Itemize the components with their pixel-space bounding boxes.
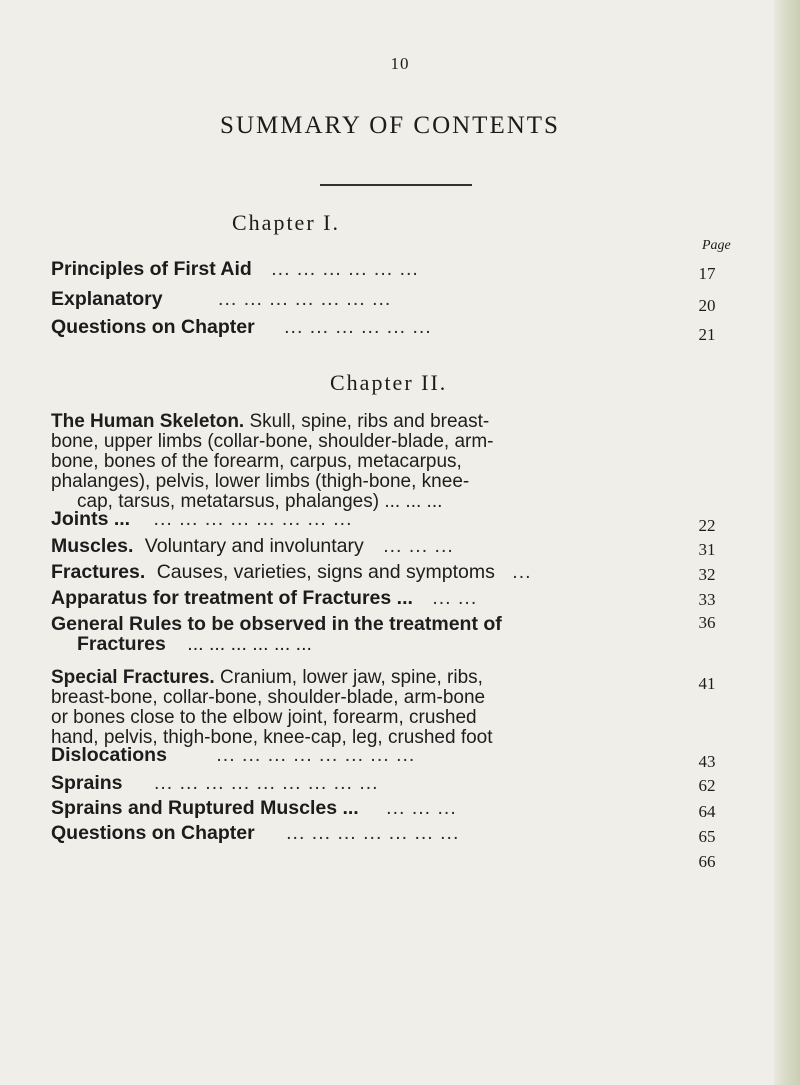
- toc-entry-label: Questions on Chapter: [51, 822, 255, 844]
- leader-dots: ... ...: [432, 587, 478, 609]
- toc-entry-label: Principles of First Aid: [51, 258, 252, 280]
- toc-entry-label: Fractures: [77, 634, 166, 654]
- toc-page-number: 62: [698, 776, 716, 795]
- toc-entry[interactable]: [51, 744, 701, 774]
- toc-entry-label: Dislocations: [51, 744, 167, 766]
- toc-page-number: 32: [698, 565, 716, 584]
- entry-description: hand, pelvis, thigh-bone, knee-cap, leg, crushed foot: [51, 728, 493, 748]
- toc-entry-special-fractures[interactable]: [51, 668, 696, 748]
- entry-description: Skull, spine, ribs and breast-: [249, 412, 490, 432]
- entry-description: breast-bone, collar-bone, shoulder-blade, arm-bone: [51, 688, 486, 708]
- leader-dots: ...: [512, 561, 532, 583]
- toc-page-number: 17: [698, 264, 716, 283]
- toc-page-number: 20: [698, 296, 716, 315]
- toc-entry[interactable]: [51, 508, 701, 538]
- leader-dots: ... ... ... ... ... ... ... ...: [216, 744, 416, 766]
- toc-page-number: 64: [698, 802, 716, 821]
- leader-dots: ... ... ...: [386, 797, 457, 819]
- toc-entry-label: Apparatus for treatment of Fractures ...: [51, 587, 413, 609]
- leader-dots: ... ... ... ... ... ...: [284, 316, 432, 338]
- page-edge: [774, 0, 800, 1085]
- leader-dots: ... ... ...: [383, 535, 454, 557]
- toc-page-number: 43: [698, 752, 716, 771]
- toc-entry-skeleton[interactable]: [51, 412, 696, 512]
- entry-description: bone, bones of the forearm, carpus, metacarpus,: [51, 452, 462, 472]
- page-title: SUMMARY OF CONTENTS: [220, 112, 560, 139]
- title-divider: [320, 184, 472, 186]
- chapter-1-heading: Chapter I.: [232, 210, 340, 235]
- toc-page-number: 31: [698, 540, 716, 559]
- toc-entry-label: Joints ...: [51, 508, 131, 530]
- toc-page-number: 33: [698, 590, 716, 609]
- toc-page-number: 21: [698, 325, 716, 344]
- entry-description: cap, tarsus, metatarsus, phalanges) ... ... ...: [77, 492, 443, 512]
- toc-entry[interactable]: [51, 587, 701, 617]
- chapter-2-heading: Chapter II.: [330, 370, 448, 395]
- toc-entry-label: General Rules to be observed in the treatment of: [51, 614, 502, 634]
- toc-page-number: 65: [698, 827, 716, 846]
- toc-page-number: 36: [698, 613, 716, 632]
- leader-dots: ... ... ... ... ... ... ... ...: [153, 508, 353, 530]
- toc-entry-label: Sprains: [51, 772, 123, 794]
- toc-entry-label: Sprains and Ruptured Muscles ...: [51, 797, 359, 819]
- toc-entry-label: Fractures.: [51, 561, 146, 583]
- toc-entry-label: Muscles.: [51, 535, 134, 557]
- page-column-label: Page: [702, 238, 731, 253]
- leader-dots: ... ... ... ... ... ...: [271, 258, 419, 280]
- entry-description: bone, upper limbs (collar-bone, shoulder-blade, arm-: [51, 432, 494, 452]
- leader-dots: ... ... ... ... ... ... ... ... ...: [153, 772, 379, 794]
- toc-entry[interactable]: [51, 822, 701, 852]
- toc-entry-general-rules[interactable]: [51, 614, 696, 654]
- toc-entry[interactable]: [51, 288, 701, 318]
- toc-entry-label: Special Fractures.: [51, 668, 215, 688]
- entry-description: Causes, varieties, signs and symptoms: [156, 561, 495, 583]
- toc-page-number: 22: [698, 516, 716, 535]
- page-number: 10: [390, 54, 410, 73]
- toc-entry[interactable]: [51, 258, 701, 288]
- entry-description: phalanges), pelvis, lower limbs (thigh-bone, knee-: [51, 472, 470, 492]
- entry-description: Voluntary and involuntary: [144, 535, 364, 557]
- toc-page-number: 41: [698, 674, 716, 693]
- leader-dots: ... ... ... ... ... ... ...: [286, 822, 460, 844]
- leader-dots: ... ... ... ... ... ...: [187, 634, 312, 654]
- toc-page-number: 66: [698, 852, 716, 871]
- leader-dots: ... ... ... ... ... ... ...: [218, 288, 392, 310]
- toc-entry[interactable]: [51, 316, 701, 346]
- toc-entry-label: The Human Skeleton.: [51, 412, 245, 432]
- entry-description: or bones close to the elbow joint, forearm, crushed: [51, 708, 477, 728]
- toc-entry-label: Explanatory: [51, 288, 163, 310]
- entry-description: Cranium, lower jaw, spine, ribs,: [219, 668, 483, 688]
- toc-entry-label: Questions on Chapter: [51, 316, 255, 338]
